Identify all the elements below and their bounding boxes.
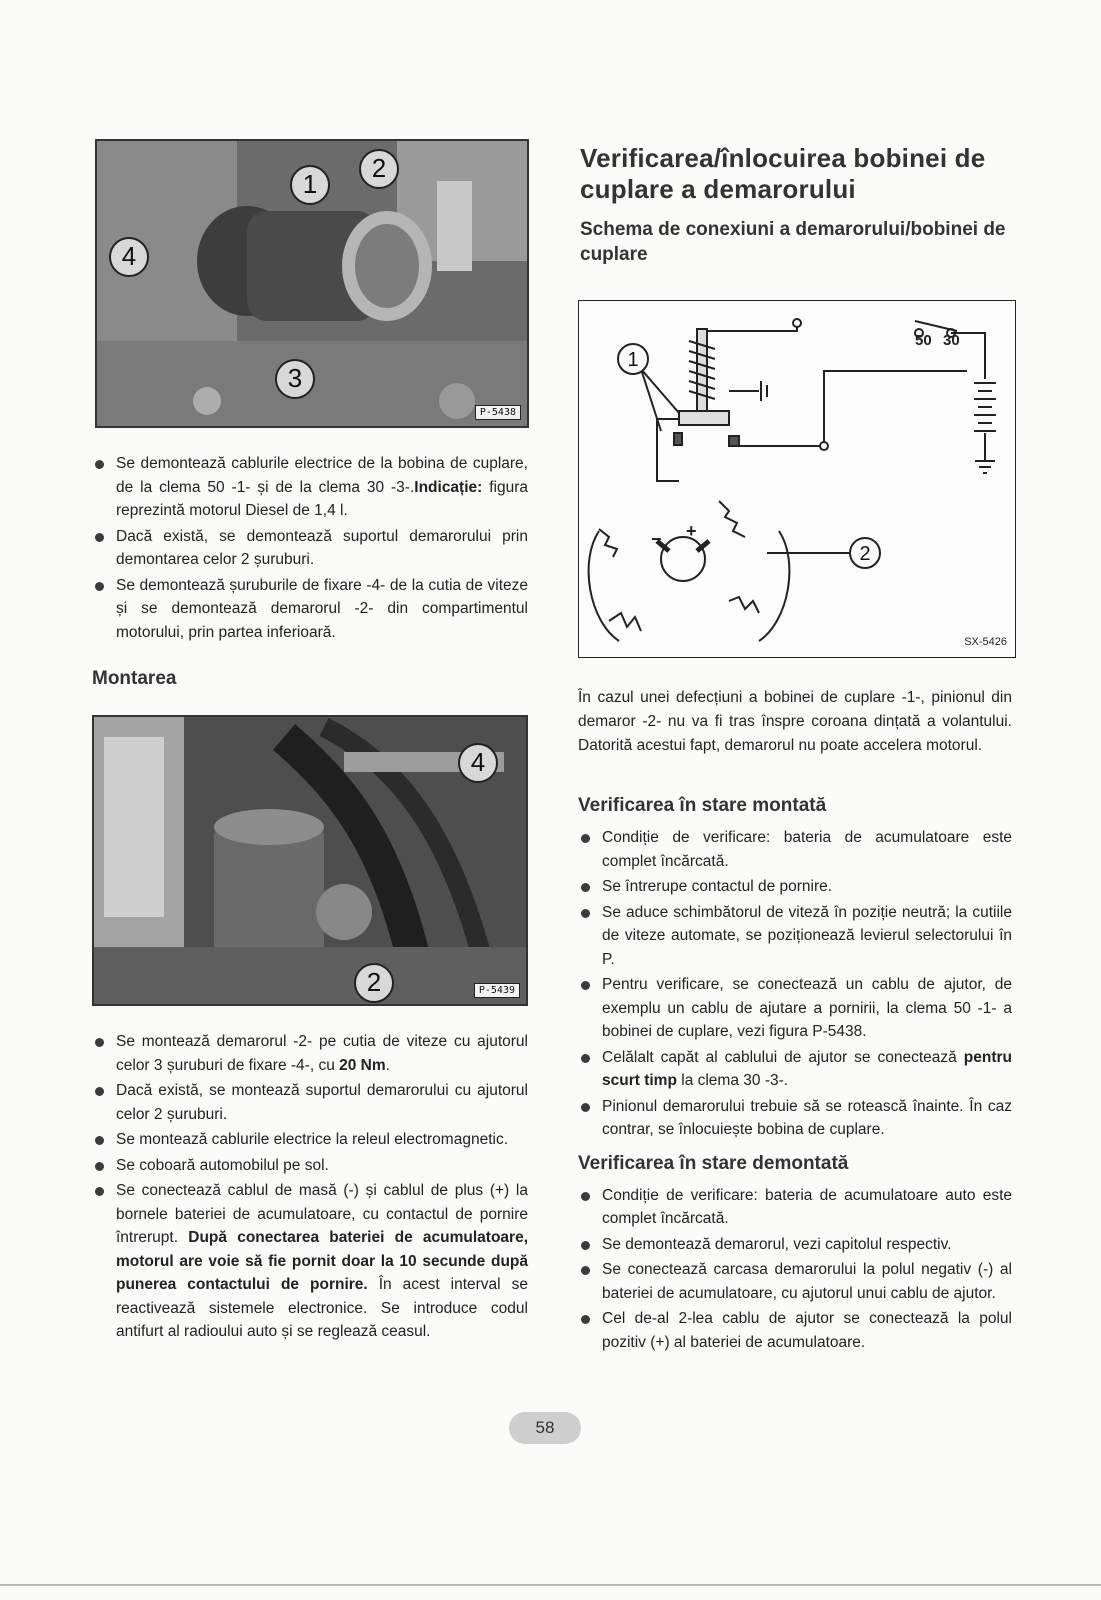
bullet-text: Condiție de verificare: bateria de acumulatoare auto este complet încărcată. [602, 1186, 1012, 1227]
emphasis-text: Indicație: [414, 478, 483, 496]
figure-ref-p5438: P-5438 [475, 405, 521, 420]
bullet-text: Se aduce schimbătorul de viteză în poziție neutră; la cutiile de viteze automate, se poziționează levierul selectorului în P. [602, 903, 1012, 968]
bullet-text: la clema 30 -3-. [676, 1072, 789, 1089]
bullet-item [92, 1154, 528, 1178]
mounted-heading: Verificarea în stare montată [578, 795, 827, 816]
callout-1: 1 [290, 165, 330, 205]
bullet-item [92, 1079, 528, 1126]
bullet-text: Dacă există, se montează suportul demarorului cu ajutorul celor 2 șuruburi. [116, 1082, 528, 1123]
intro-paragraph: În cazul unei defecțiuni a bobinei de cuplare -1-, pinionul din demaror -2- nu va fi tras înspre coroana dințată a volantului. Datorită acestui fapt, demarorul nu poate accelera motorul. [578, 689, 1012, 754]
emphasis-text: 20 Nm [339, 1056, 386, 1074]
bullet-text: Condiție de verificare: bateria de acumulatoare este complet încărcată. [602, 829, 1012, 870]
terminal-30-label: 30 [943, 332, 960, 349]
bullet-text: Se coboară automobilul pe sol. [116, 1156, 329, 1174]
bullet-item [92, 1128, 528, 1152]
callout-2: 2 [359, 149, 399, 189]
removal-steps [92, 452, 528, 646]
intro-text [578, 686, 1012, 758]
wiring-subtitle: Schema de conexiuni a demarorului/bobinei de cuplare [580, 219, 1006, 265]
figure-ref-p5439: P-5439 [474, 983, 520, 998]
bullet-text: figura reprezintă motorul Diesel de 1,4 l. [116, 478, 528, 519]
plus-sign: + [686, 521, 697, 541]
diagram-callout-2 [850, 538, 880, 568]
bullet-text: Cel de-al 2-lea cablu de ajutor se conectează la polul pozitiv (+) al bateriei de acumulatoare. [602, 1310, 1012, 1351]
callout-4-montare: 4 [458, 743, 498, 783]
photo-starter-removal [95, 139, 529, 428]
bullet-text: Se conectează cablul de masă (-) și cablul de plus (+) la bornele bateriei de acumulatoare, cu contactul de pornire întrerupt. [116, 1182, 528, 1246]
figure-ref-sx5426: SX-5426 [964, 636, 1007, 648]
bottom-rule [0, 1584, 1101, 1586]
bullet-text: Se demontează demarorul, vezi capitolul respectiv. [602, 1235, 952, 1253]
dismounted-heading: Verificarea în stare demontată [578, 1152, 849, 1174]
bullet-item [578, 875, 1012, 899]
photo-starter-install [92, 715, 528, 1006]
bullet-item [92, 1030, 528, 1077]
bullet-item [92, 452, 528, 523]
wiring-diagram-svg [579, 301, 1015, 657]
page-number: 58 [509, 1412, 581, 1444]
bullet-item [578, 1233, 1012, 1257]
bullet-item [578, 1046, 1012, 1093]
bullet-item [92, 1179, 528, 1344]
callout-4: 4 [109, 237, 149, 277]
montarea-heading: Montarea [92, 668, 177, 689]
diagram-callout-1 [618, 344, 648, 374]
bullet-text: Se conectează carcasa demarorului la polul negativ (-) al bateriei de acumulatoare, cu ajutorul unui cablu de ajutor. [602, 1261, 1012, 1302]
bullet-text: . [385, 1056, 390, 1074]
bullet-text: Dacă există, se demontează suportul demarorului prin demontarea celor 2 șuruburi. [116, 527, 528, 568]
callout-3: 3 [275, 359, 315, 399]
bullet-text: Pentru verificare, se conectează un cablu de ajutor, de exemplu un cablu de ajutare a pornirii, la clema 50 -1- a bobinei de cuplare, vezi figura P-5438. [602, 976, 1012, 1040]
bullet-text: În acest interval se reactivează sistemele electronice. Se introduce codul antifurt al radioului auto și se reglează ceasul. [116, 1276, 528, 1340]
bullet-text: Se demontează cablurile electrice de la bobina de cuplare, de la clema 50 -1- și de la clema 30 -3-. [116, 455, 528, 496]
bullet-text: Se demontează șuruburile de fixare -4- de la cutia de viteze și se demontează demarorul -2- din compartimentul motorului, prin partea inferioară. [116, 576, 528, 641]
bullet-item [578, 901, 1012, 972]
bullet-item [578, 1095, 1012, 1142]
mounted-check [578, 794, 1012, 1356]
svg-text:2: 2 [859, 543, 871, 565]
bullet-item [92, 574, 528, 645]
bullet-item [578, 973, 1012, 1044]
bullet-item [92, 525, 528, 572]
bullet-text: Se întrerupe contactul de pornire. [602, 878, 833, 895]
bullet-text: Pinionul demarorului trebuie să se rotească înainte. În caz contrar, se înlocuiește bobina de cuplare. [602, 1097, 1012, 1138]
minus-sign: − [651, 529, 662, 549]
callout-2-montare: 2 [354, 963, 394, 1003]
bullet-text: Se montează demarorul -2- pe cutia de viteze cu ajutorul celor 3 șuruburi de fixare -4-, cu [116, 1033, 528, 1074]
wiring-diagram [578, 300, 1016, 658]
page-title: Verificarea/înlocuirea bobinei de cuplare a demarorului [580, 143, 986, 204]
bullet-item [578, 1307, 1012, 1354]
bullet-text: Celălalt capăt al cablului de ajutor se conectează [602, 1048, 964, 1066]
section-header [580, 143, 1020, 267]
bullet-item [578, 826, 1012, 873]
bullet-item [578, 1258, 1012, 1305]
bullet-item [578, 1184, 1012, 1231]
emphasis-text: pentru scurt timp [602, 1048, 1012, 1089]
svg-text:1: 1 [627, 349, 639, 371]
bullet-text: Se montează cablurile electrice la releul electromagnetic. [116, 1131, 509, 1148]
install-steps [92, 1030, 528, 1346]
emphasis-text: După conectarea bateriei de acumulatoare, motorul are voie să fie pornit doar la 10 secunde după punerea contactului de pornire. [116, 1229, 528, 1293]
terminal-50-label: 50 [915, 332, 932, 349]
